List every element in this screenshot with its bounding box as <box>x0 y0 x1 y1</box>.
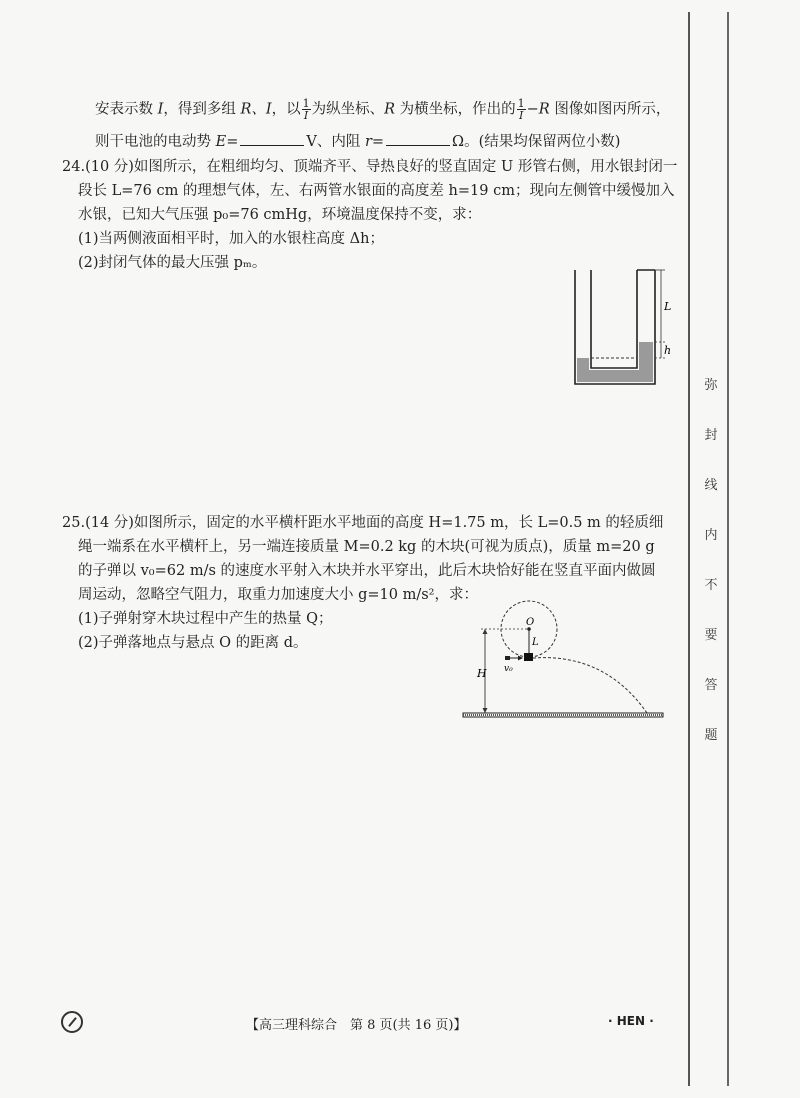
q24-line-1: 24.(10 分)如图所示，在粗细均匀、顶端齐平、导热良好的竖直固定 U 形管右侧，用水银封闭一 <box>62 159 678 175</box>
q24-sub-2: (2)封闭气体的最大压强 pₘ。 <box>78 255 267 271</box>
wooden-block <box>524 653 533 661</box>
label-h: h <box>664 344 672 357</box>
bullet <box>505 656 510 660</box>
answer-blank-emf[interactable] <box>240 133 304 146</box>
q23-line-2: 则干电池的电动势 E= V、内阻 r= Ω。(结果均保留两位小数) <box>95 134 621 150</box>
label-L: L <box>532 637 539 648</box>
q24-line-3: 水银，已知大气压强 p₀=76 cmHg，环境温度保持不变，求： <box>78 207 482 223</box>
q25-sub-1: (1)子弹射穿木块过程中产生的热量 Q； <box>78 611 333 627</box>
seal-char-5: 不 <box>704 578 718 593</box>
seal-char-2: 封 <box>704 428 718 443</box>
seal-char-4: 内 <box>704 528 718 543</box>
seal-char-3: 线 <box>704 478 718 493</box>
q25-line-1: 25.(14 分)如图所示，固定的水平横杆距水平地面的高度 H=1.75 m，长 L=0.5 m 的轻质细 <box>62 515 664 531</box>
q24-number: 24. <box>62 159 86 175</box>
tube-inner-wall <box>591 270 637 368</box>
mercury <box>577 342 653 382</box>
label-O: O <box>526 617 535 628</box>
seal-char-7: 答 <box>704 678 718 693</box>
seal-char-8: 题 <box>704 728 718 743</box>
u-tube-figure <box>565 262 680 397</box>
q25-line-2: 绳一端系在水平横杆上，另一端连接质量 M=0.2 kg 的木块(可视为质点)，质量 m=20 g <box>78 539 655 555</box>
answer-blank-resistance[interactable] <box>386 133 450 146</box>
label-H: H <box>477 667 487 680</box>
q24-sub-1: (1)当两侧液面相平时，加入的水银柱高度 Δh； <box>78 231 384 247</box>
q23-line-1: 安表示数 I，得到多组 R、I，以 $\frac{1}{I}$ 为纵坐标、R 为横坐标，作出的 $\frac{1}{I}$ −R 图像如图丙所示， <box>95 97 671 122</box>
page-footer: 【高三理科综合 第 8 页(共 16 页)】 <box>246 1018 467 1033</box>
fraction-1-over-I-2: $\frac{1}{I}$ <box>517 97 525 122</box>
label-v0: v₀ <box>504 664 513 674</box>
label-L: L <box>664 300 672 313</box>
q25-line-4: 周运动，忽略空气阻力，取重力加速度大小 g=10 m/s²，求： <box>78 587 478 603</box>
q25-sub-2: (2)子弹落地点与悬点 O 的距离 d。 <box>78 635 308 651</box>
footer-code: · HEN · <box>608 1014 654 1028</box>
q25-number: 25. <box>62 515 86 531</box>
q25-line-3: 的子弹以 v₀=62 m/s 的速度水平射入木块并水平穿出，此后木块恰好能在竖直平面内做圆 <box>78 563 656 579</box>
q24-line-2: 段长 L=76 cm 的理想气体，左、右两管水银面的高度差 h=19 cm；现向左侧管中缓慢加入 <box>78 183 675 199</box>
seal-char-6: 要 <box>704 628 718 643</box>
margin-divider-right <box>727 12 729 1086</box>
publisher-logo-icon <box>61 1011 83 1033</box>
margin-divider-left <box>688 12 690 1086</box>
bullet-trajectory <box>533 658 647 713</box>
fraction-1-over-I: $\frac{1}{I}$ <box>302 97 310 122</box>
circular-motion-figure <box>455 595 670 725</box>
seal-char-1: 弥 <box>704 378 718 393</box>
